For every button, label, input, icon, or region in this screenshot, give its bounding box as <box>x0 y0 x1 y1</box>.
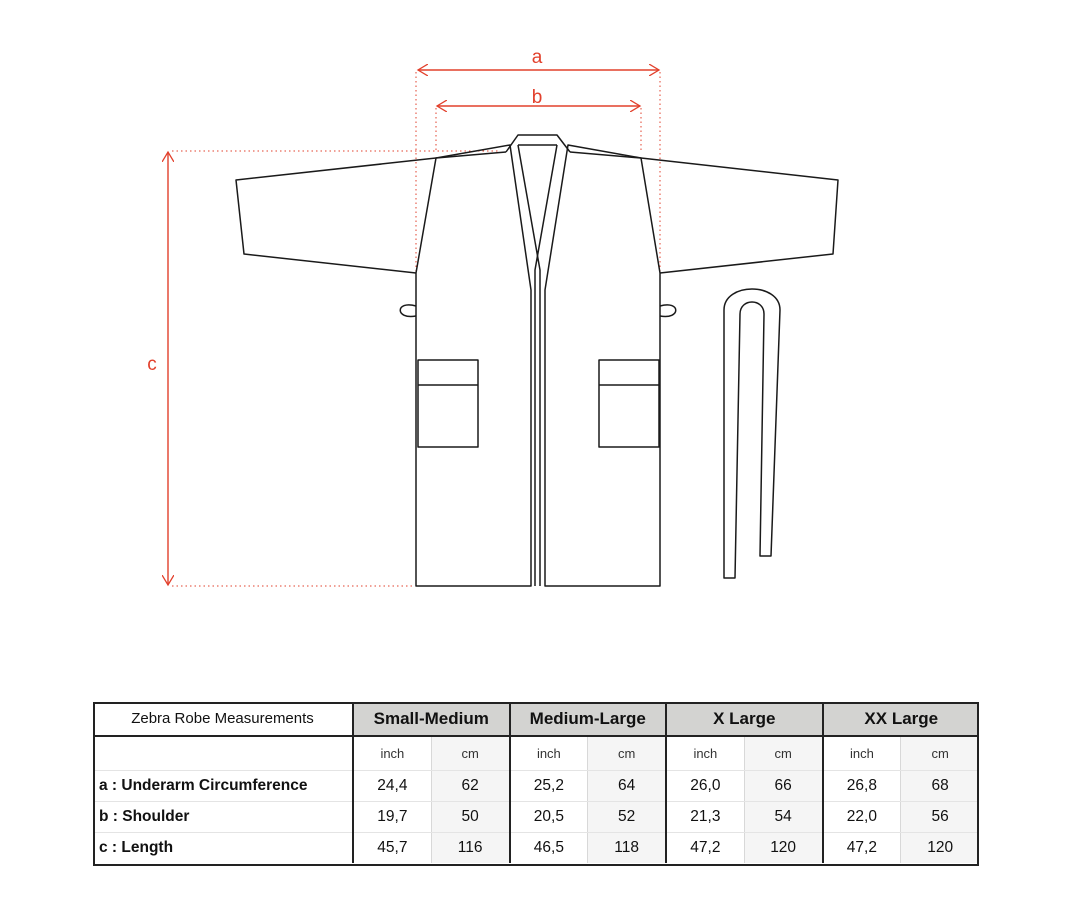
table-cell: 25,2 <box>510 771 588 802</box>
size-header-xx-large: XX Large <box>823 702 980 736</box>
table-cell: 56 <box>901 802 979 833</box>
table-cell: 46,5 <box>510 833 588 864</box>
robe-body-right <box>545 145 660 586</box>
size-table <box>93 702 979 863</box>
right-sleeve <box>570 152 838 273</box>
table-cell: 47,2 <box>666 833 744 864</box>
row-label: b : Shoulder <box>93 802 353 833</box>
units-row <box>93 736 979 771</box>
table-cell: 22,0 <box>823 802 901 833</box>
size-header-small-medium: Small-Medium <box>353 702 510 736</box>
right-pocket <box>599 360 659 447</box>
table-cell: 45,7 <box>353 833 431 864</box>
table-cell: 118 <box>588 833 666 864</box>
robe-body <box>416 145 531 586</box>
table-row <box>93 802 979 833</box>
right-belt-loop <box>660 305 676 317</box>
left-belt-loop <box>400 305 416 317</box>
units-label-cell <box>93 736 353 771</box>
table-cell: 26,8 <box>823 771 901 802</box>
table-cell: 64 <box>588 771 666 802</box>
table-cell: 19,7 <box>353 802 431 833</box>
table-cell: 50 <box>431 802 509 833</box>
table-title: Zebra Robe Measurements <box>93 702 353 736</box>
row-label: c : Length <box>99 839 174 856</box>
table-cell: 120 <box>901 833 979 864</box>
unit-cm: cm <box>744 736 822 771</box>
size-header-medium-large: Medium-Large <box>510 702 667 736</box>
table-cell: 116 <box>431 833 509 864</box>
row-label: a : Underarm Circumference <box>93 771 353 802</box>
table-cell: 26,0 <box>666 771 744 802</box>
table-cell: 21,3 <box>666 802 744 833</box>
unit-inch: inch <box>353 736 431 771</box>
table-row <box>93 833 979 864</box>
left-pocket <box>418 360 478 447</box>
collar <box>506 135 570 152</box>
table-cell: 20,5 <box>510 802 588 833</box>
table-cell: 62 <box>431 771 509 802</box>
table-cell: 54 <box>744 802 822 833</box>
table-cell: 120 <box>744 833 822 864</box>
robe-outline <box>236 135 838 586</box>
unit-inch: inch <box>666 736 744 771</box>
dimension-a-label: a <box>531 47 543 68</box>
unit-inch: inch <box>823 736 901 771</box>
table-cell: 68 <box>901 771 979 802</box>
size-header-row <box>93 702 979 736</box>
left-sleeve <box>236 152 506 273</box>
unit-cm: cm <box>431 736 509 771</box>
unit-cm: cm <box>588 736 666 771</box>
table-cell: 47,2 <box>823 833 901 864</box>
table-cell: 24,4 <box>353 771 431 802</box>
table-cell: 66 <box>744 771 822 802</box>
unit-inch: inch <box>510 736 588 771</box>
right-lapel <box>535 145 557 586</box>
belt <box>724 289 780 578</box>
dimension-c-label: c <box>147 354 157 375</box>
left-lapel <box>518 145 540 586</box>
size-header-x-large: X Large <box>666 702 823 736</box>
dimension-b-label: b <box>531 87 543 108</box>
table-row <box>93 771 979 802</box>
unit-cm: cm <box>901 736 979 771</box>
table-cell: 52 <box>588 802 666 833</box>
